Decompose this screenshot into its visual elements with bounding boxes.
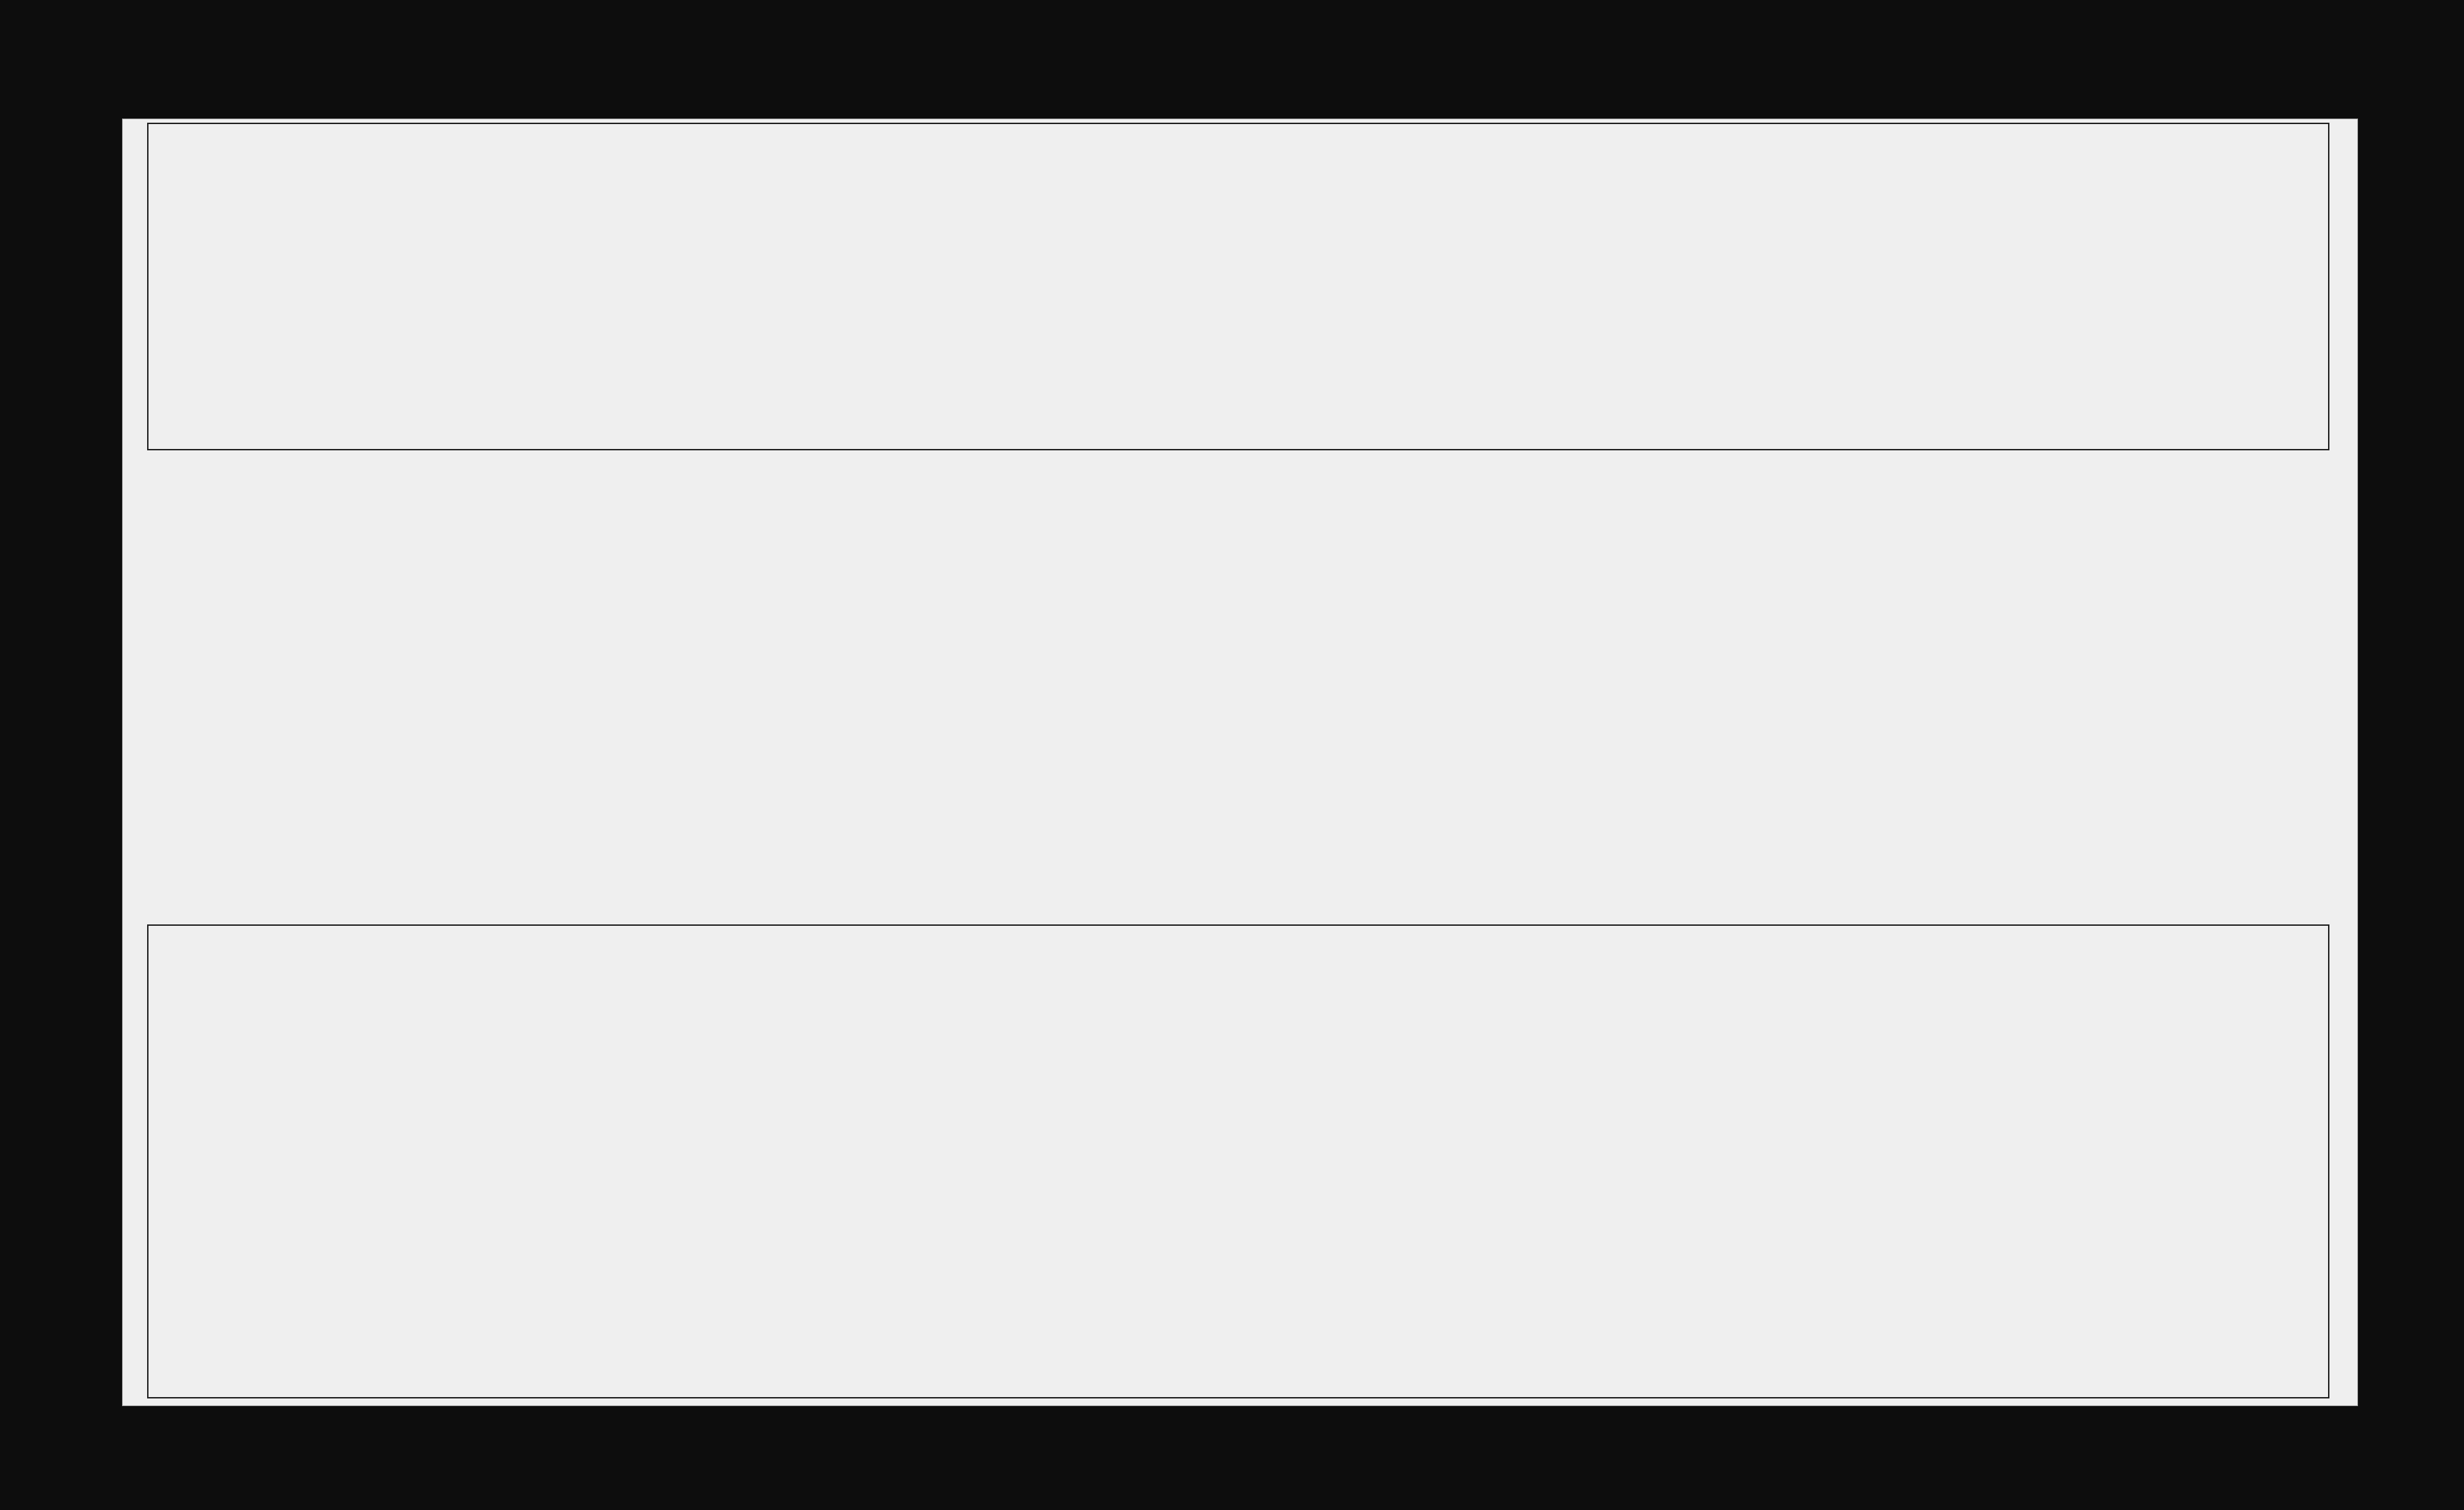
rent-table <box>147 924 2329 1398</box>
middle-section <box>147 450 2329 924</box>
sowing-table <box>147 123 2329 450</box>
census-card <box>122 119 2358 1406</box>
